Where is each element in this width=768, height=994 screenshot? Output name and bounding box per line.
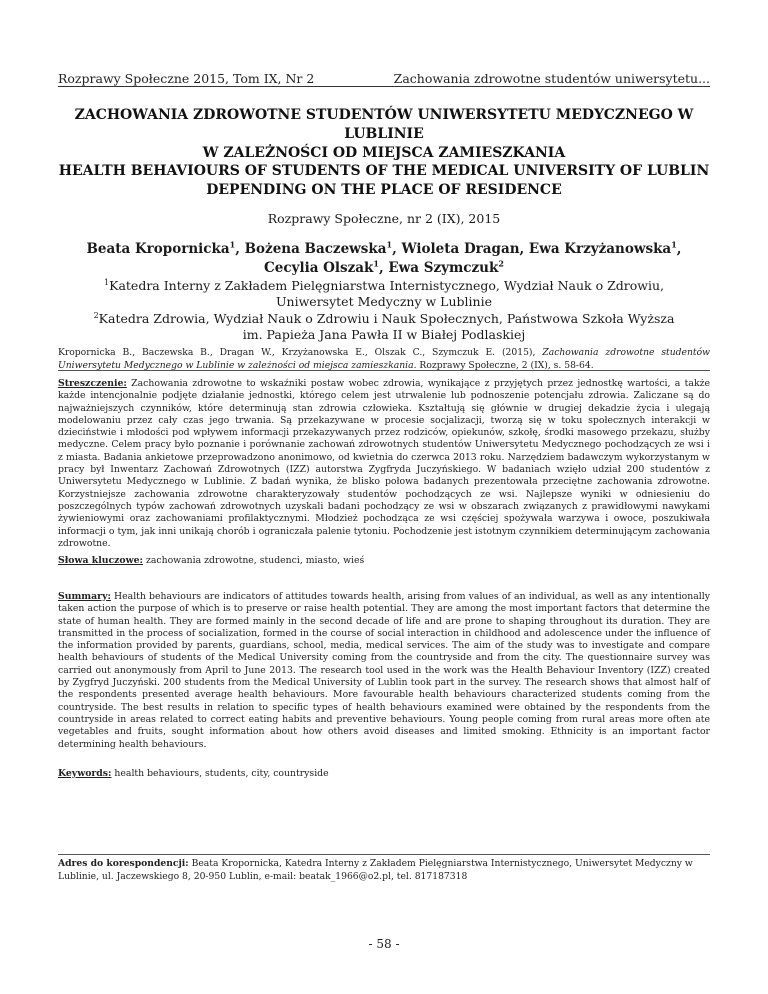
abstract-polish-label: Streszczenie: xyxy=(58,378,127,389)
title-english-line2: DEPENDING ON THE PLACE OF RESIDENCE xyxy=(206,182,562,198)
author-list: Beata Kropornicka$^1$, Bożena Baczewska$^1$, Wioleta Dragan, Ewa Krzyżanowska$^1$, Cecylia Olszak$^1$, Ewa Szymczuk$^2$ xyxy=(86,239,682,276)
title-polish xyxy=(58,106,710,163)
correspondence-text: Beata Kropornicka, Katedra Interny z Zakładem Pielęgniarstwa Internistycznego, Uniwersytet Medyczny w Lublinie, ul. Jaczewskiego 8, 20-950 Lublin, e-mail: beatak_1966@o2.pl, tel. 817187318 xyxy=(58,858,693,882)
citation: Kropornicka B., Baczewska B., Dragan W., Krzyżanowska E., Olszak C., Szymczuk E. (2015), Zachowania zdrowotne studentów Uniwersytetu Medycznego w Lublinie w zależności od miejsca zamieszkania. Rozprawy Społeczne, 2 (IX), s. 58-64. xyxy=(58,347,710,371)
affiliation-2: $^2$Katedra Zdrowia, Wydział Nauk o Zdrowiu i Nauk Społecznych, Państwowa Szkoła Wyższa im. Papieża Jana Pawła II w Białej Podlaskiej xyxy=(93,310,675,342)
author-name: Wioleta Dragan, Ewa Krzyżanowska xyxy=(401,241,672,257)
correspondence xyxy=(58,858,710,883)
author-name: Bożena Baczewska xyxy=(244,241,387,257)
keywords-polish xyxy=(58,555,710,567)
abstract-english-label: Summary: xyxy=(58,591,111,602)
affiliation-1: $^1$Katedra Interny z Zakładem Pielęgniarstwa Internistycznego, Wydział Nauk o Zdrowiu, Uniwersytet Medyczny w Lublinie xyxy=(104,277,664,309)
running-header xyxy=(58,62,710,86)
citation-rule xyxy=(58,370,710,371)
abstract-english xyxy=(58,591,710,751)
title-polish-line2: W ZALEŻNOŚCI OD MIEJSCA ZAMIESZKANIA xyxy=(202,145,566,161)
author-name: Cecylia Olszak xyxy=(264,260,374,276)
abstract-english-text: Health behaviours are indicators of attitudes towards health, arising from values of an individual, as well as any intentionally taken action the purpose of which is to preserve or raise health potential. They are among the most important factors that determine the state of human health. They are formed mainly in the second decade of life and are prone to shaping throughout its duration. They are transmitted in the process of socialization, formed in the course of social interaction in childhood and adolescence under the influence of the information provided by parents, guardians, school, media, medical services. The aim of the study was to investigate and compare health behaviours of students of the Medical University coming from the countryside and from the city. The questionnaire survey was carried out anonymously from April to June 2013. The research tool used in the work was the Health Behaviour Inventory (IZZ) created by Zygfryd Juczyński. 200 students from the Medical University of Lublin took part in the survey. The research shows that almost half of the respondents presented average health behaviours. More favourable health behaviours characterized students coming from the countryside. The best results in relation to specific types of health behaviours examined were obtained by the respondents from the countryside in areas related to correct eating habits and preventive behaviours. Young people coming from rural areas more often ate vegetables and fruits, sought information about how others avoid diseases and limited smoking. Ethnicity is an important factor determining health behaviours. xyxy=(58,591,710,750)
page-number: - 58 - xyxy=(368,937,400,951)
header-short-title: Zachowania zdrowotne studentów uniwersytetu... xyxy=(393,71,710,86)
keywords-polish-label: Słowa kluczowe: xyxy=(58,555,143,566)
correspondence-rule xyxy=(58,854,710,855)
header-journal: Rozprawy Społeczne 2015, Tom IX, Nr 2 xyxy=(58,71,315,86)
author-name: Ewa Szymczuk xyxy=(388,260,499,276)
header-rule xyxy=(58,86,710,87)
author-name: Beata Kropornicka xyxy=(86,241,230,257)
keywords-polish-text: zachowania zdrowotne, studenci, miasto, wieś xyxy=(142,555,365,566)
citation-title: Zachowania zdrowotne studentów Uniwersytetu Medycznego w Lublinie w zależności od miejsca zamieszkania. xyxy=(58,347,710,371)
journal-line: Rozprawy Społeczne, nr 2 (IX), 2015 xyxy=(267,211,501,226)
abstract-polish-text: Zachowania zdrowotne to wskaźniki postaw wobec zdrowia, wynikające z przyjętych przez jednostkę wartości, a także każde intencjonalnie podjęte działanie jednostki, którego celem jest utrwalenie lub podnoszenie potencjału zdrowia. Zaliczane są do najważniejszych czynników, które determinują stan zdrowia człowieka. Kształtują się głównie w drugiej dekadzie życia i ulegają modelowaniu przez cały czas jego trwania. Są przekazywane w procesie socjalizacji, tworzą się w toku społecznych interakcji w dzieciństwie i młodości pod wpływem informacji przekazywanych przez rodziców, opiekunów, szkołę, środki masowego przekazu, służby medyczne. Celem pracy było poznanie i porównanie zachowań zdrowotnych studentów Uniwersytetu Medycznego pochodzących ze wsi i z miasta. Badania ankietowe przeprowadzono anonimowo, od kwietnia do czerwca 2013 roku. Narzędziem badawczym wykorzystanym w pracy był Inwentarz Zachowań Zdrowotnych (IZZ) autorstwa Zygfryda Juczyńskiego. W badaniach wzięło udział 200 studentów z Uniwersytetu Medycznego w Lublinie. Z badań wynika, że blisko połowa badanych prezentowała przeciętne zachowania zdrowotne. Korzystniejsze zachowania zdrowotne charakteryzowały studentów pochodzących ze wsi. Najlepsze wyniki w odniesieniu do poszczególnych typów zachowań zdrowotnych uzyskali badani pochodzący ze wsi w obszarach związanych z prawidłowymi nawykami żywieniowymi oraz zachowaniami profilaktycznymi. Młodzież pochodząca ze wsi częściej spożywała warzywa i owoce, poszukiwała informacji o tym, jak inni unikają chorób i ograniczała palenie tytoniu. Pochodzenie jest istotnym czynnikiem determinującym zachowania zdrowotne. xyxy=(58,378,710,549)
keywords-english-label: Keywords: xyxy=(58,768,112,779)
title-english xyxy=(58,162,710,200)
correspondence-label: Adres do korespondencji: xyxy=(58,858,189,869)
abstract-polish xyxy=(58,378,710,550)
title-english-line1: HEALTH BEHAVIOURS OF STUDENTS OF THE MEDICAL UNIVERSITY OF LUBLIN xyxy=(58,163,710,179)
keywords-english xyxy=(58,768,710,780)
keywords-english-text: health behaviours, students, city, countryside xyxy=(111,768,329,779)
title-polish-line1: ZACHOWANIA ZDROWOTNE STUDENTÓW UNIWERSYTETU MEDYCZNEGO W LUBLINIE xyxy=(74,107,694,142)
